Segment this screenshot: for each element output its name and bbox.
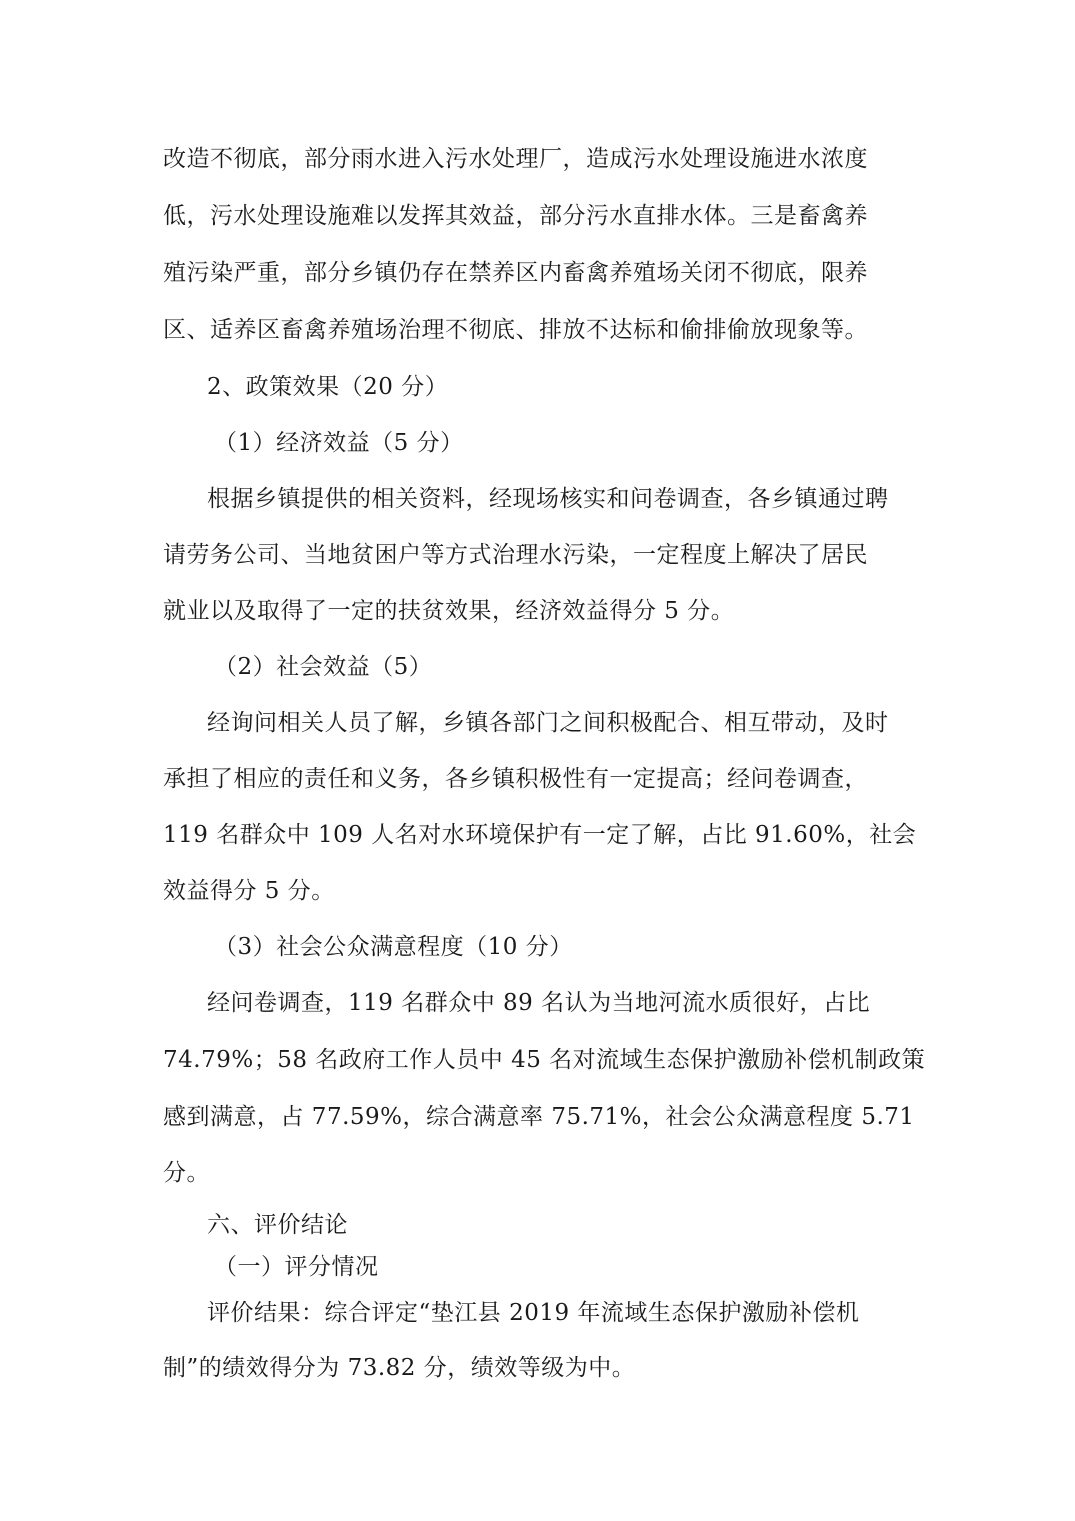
paragraph-line: 请劳务公司、当地贫困户等方式治理水污染，一定程度上解决了居民	[163, 542, 868, 568]
section-heading: 2、政策效果（20 分）	[207, 374, 449, 400]
section-heading: 六、评价结论	[207, 1212, 348, 1238]
paragraph-line: 区、适养区畜禽养殖场治理不彻底、排放不达标和偷排偷放现象等。	[163, 317, 868, 343]
paragraph-line: 分。	[163, 1160, 210, 1186]
paragraph-line: 根据乡镇提供的相关资料，经现场核实和问卷调查，各乡镇通过聘	[207, 486, 889, 512]
paragraph-line: 经问卷调查，119 名群众中 89 名认为当地河流水质很好，占比	[207, 990, 871, 1016]
paragraph-line: 改造不彻底，部分雨水进入污水处理厂，造成污水处理设施进水浓度	[163, 146, 868, 172]
subsection-heading: （一）评分情况	[214, 1254, 379, 1280]
paragraph-line: 感到满意，占 77.59%，综合满意率 75.71%，社会公众满意程度 5.71	[163, 1104, 915, 1130]
paragraph-line: 经询问相关人员了解，乡镇各部门之间积极配合、相互带动，及时	[207, 710, 889, 736]
paragraph-line: 74.79%；58 名政府工作人员中 45 名对流域生态保护激励补偿机制政策	[163, 1047, 926, 1073]
paragraph-line: 承担了相应的责任和义务，各乡镇积极性有一定提高；经问卷调查，	[163, 766, 868, 792]
paragraph-line: 119 名群众中 109 人名对水环境保护有一定了解，占比 91.60%，社会	[163, 822, 917, 848]
subsection-heading: （1）经济效益（5 分）	[214, 430, 464, 456]
subsection-heading: （3）社会公众满意程度（10 分）	[214, 934, 573, 960]
paragraph-line: 制”的绩效得分为 73.82 分，绩效等级为中。	[163, 1355, 636, 1381]
paragraph-line: 低，污水处理设施难以发挥其效益，部分污水直排水体。三是畜禽养	[163, 203, 868, 229]
paragraph-line: 评价结果：综合评定“垫江县 2019 年流域生态保护激励补偿机	[207, 1300, 860, 1326]
paragraph-line: 就业以及取得了一定的扶贫效果，经济效益得分 5 分。	[163, 598, 735, 624]
paragraph-line: 效益得分 5 分。	[163, 878, 335, 904]
subsection-heading: （2）社会效益（5）	[214, 654, 433, 680]
paragraph-line: 殖污染严重，部分乡镇仍存在禁养区内畜禽养殖场关闭不彻底，限养	[163, 260, 868, 286]
